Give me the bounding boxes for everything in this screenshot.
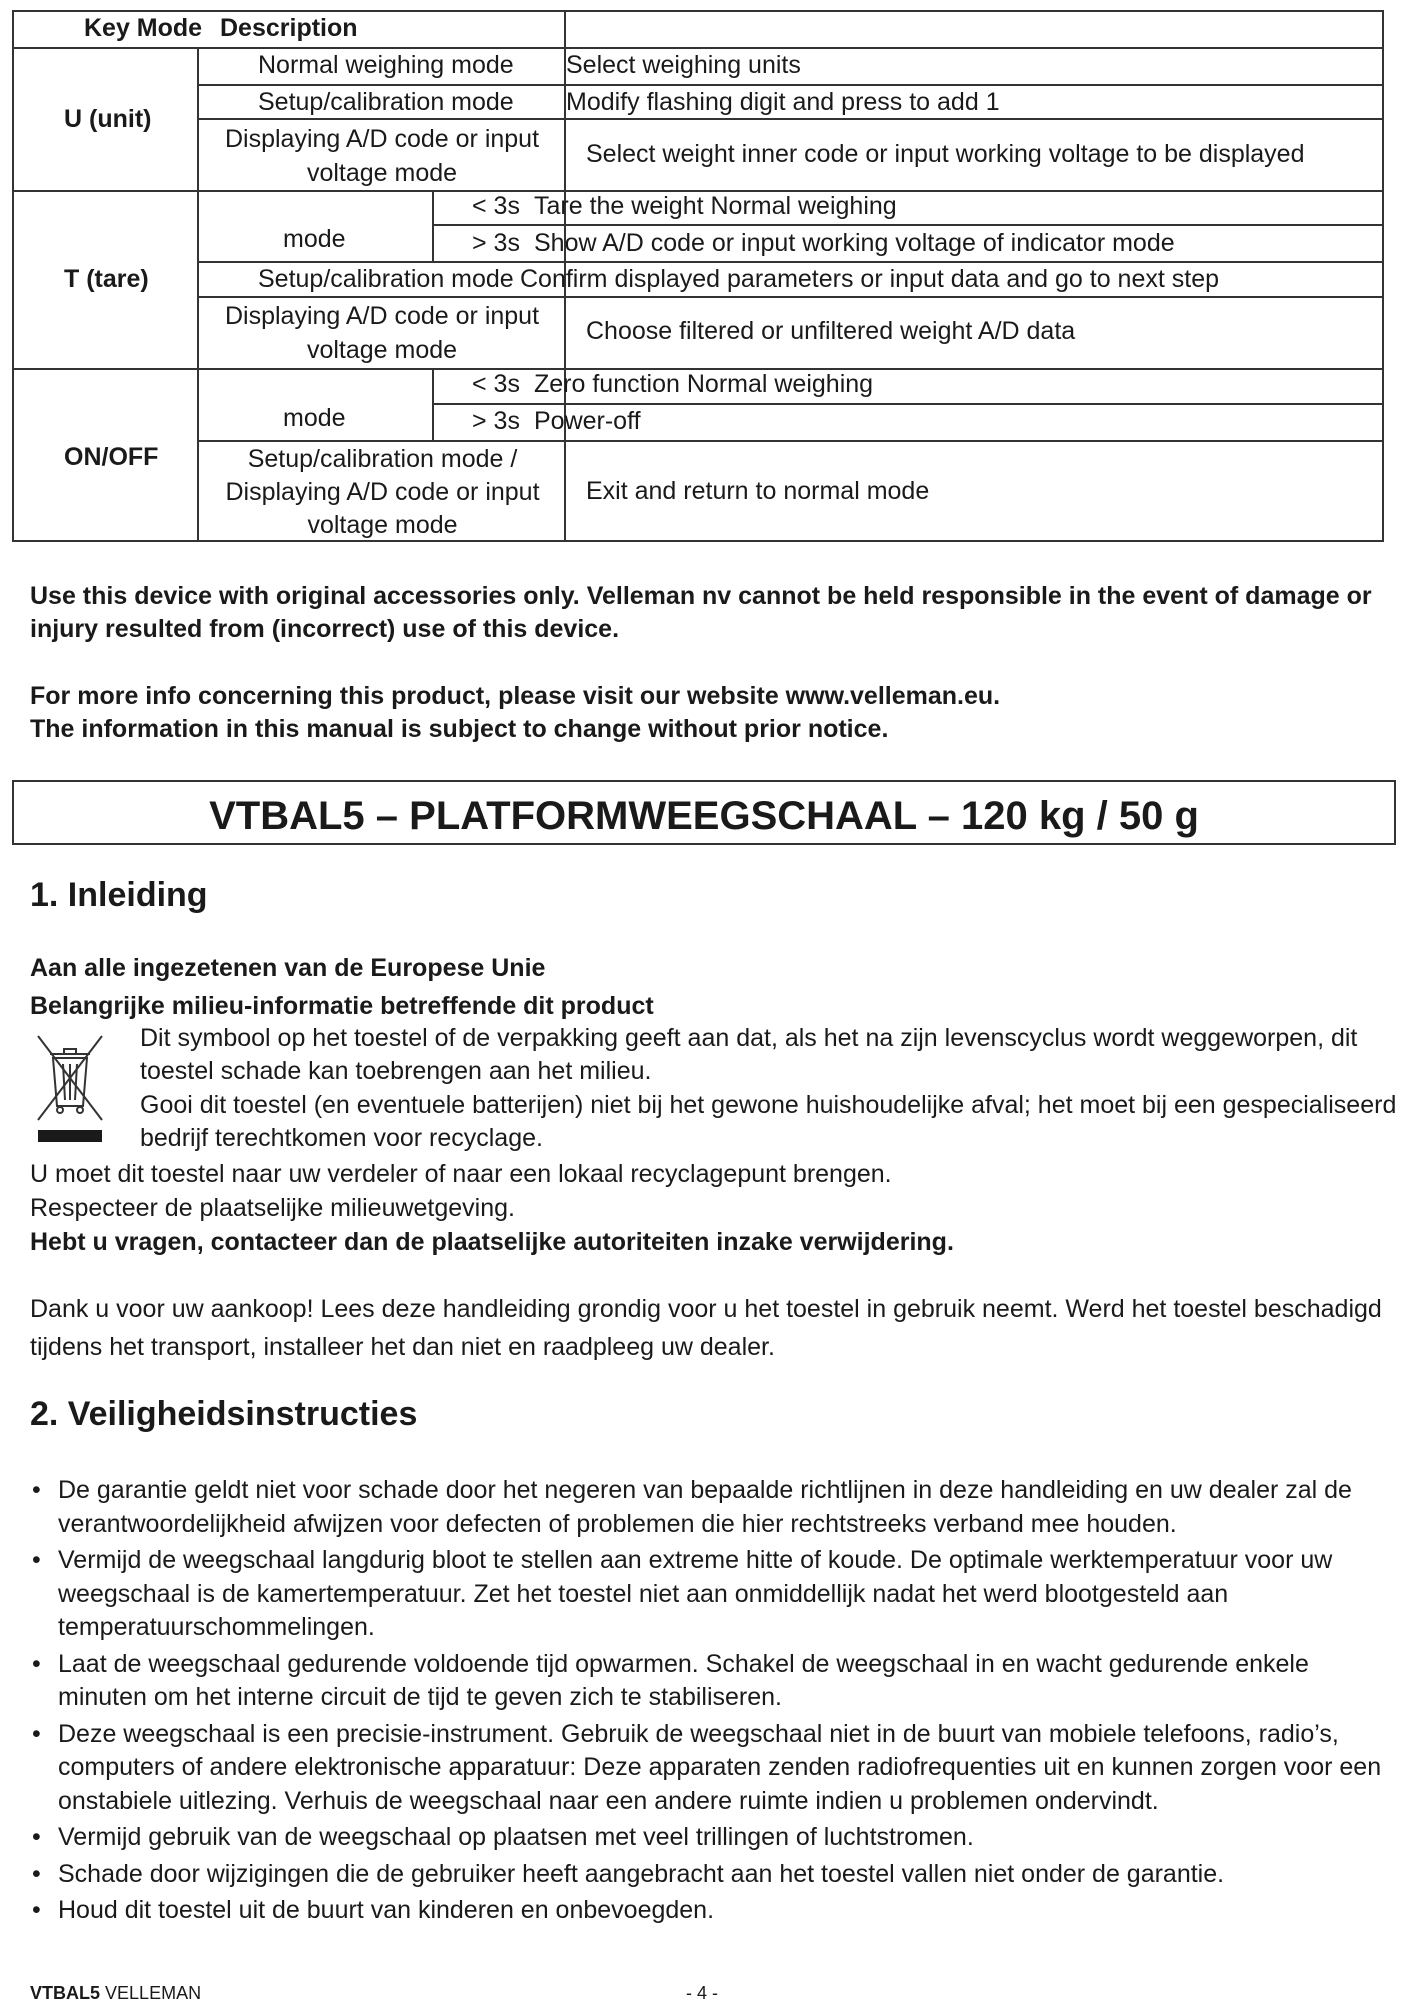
table-row-desc: Zero function Normal weighing: [534, 370, 874, 398]
table-row-desc: Exit and return to normal mode: [586, 477, 930, 505]
page-number: - 4 -: [686, 1983, 719, 2003]
info-line-2: The information in this manual is subject to change without prior notice.: [30, 715, 889, 743]
weee-text-2: toestel schade kan toebrengen aan het milieu.: [140, 1057, 652, 1085]
product-title: VTBAL5 – PLATFORMWEEGSCHAAL – 120 kg / 50 g: [209, 794, 1199, 838]
section-2-heading: 2. Veiligheidsinstructies: [30, 1395, 418, 1433]
list-item: • Vermijd gebruik van de weegschaal op plaatsen met veel trillingen of luchtstromen.: [32, 1823, 974, 1851]
footer: [30, 1982, 201, 2004]
table-row-mode: Setup/calibration mode: [258, 265, 514, 293]
product-title-box: [12, 780, 1396, 845]
notice-line-1: Use this device with original accessories only. Velleman nv cannot be held responsible in the event of damage or: [30, 582, 1372, 610]
table-row-mode: Setup/calibration mode: [258, 88, 514, 116]
table-row-desc: Select weighing units: [566, 51, 801, 79]
weee-text-1: Dit symbool op het toestel of de verpakking geeft aan dat, als het na zijn levenscyclus wordt weggeworpen, dit: [140, 1024, 1358, 1052]
table-row-desc: Tare the weight Normal weighing: [534, 192, 897, 220]
info-line-1: For more info concerning this product, please visit our website www.velleman.eu.: [30, 682, 1001, 710]
table-header-description: Description: [220, 14, 358, 42]
table-row-mode: Setup/calibration mode / Displaying A/D code or input voltage mode: [225, 445, 540, 539]
weee-text-3: Gooi dit toestel (en eventuele batterijen) niet bij het gewone huishoudelijke afval; het moet bij een gespecialiseerd: [140, 1091, 1397, 1119]
table-row-time: < 3s: [472, 370, 520, 398]
thanks-text-2: tijdens het transport, installeer het dan niet en raadpleeg uw dealer.: [30, 1333, 775, 1361]
table-row-mode: mode: [283, 404, 346, 432]
recycle-text: U moet dit toestel naar uw verdeler of naar een lokaal recyclagepunt brengen.: [30, 1160, 892, 1188]
table-row-time: > 3s: [472, 229, 520, 257]
eu-subheading: Aan alle ingezetenen van de Europese Unie: [30, 954, 546, 982]
table-row-mode: Displaying A/D code or input voltage mode: [224, 125, 540, 187]
table-row-mode: Normal weighing mode: [258, 51, 514, 79]
table-row-desc: Power-off: [534, 407, 641, 435]
weee-text-4: bedrijf terechtkomen voor recyclage.: [140, 1124, 543, 1152]
questions-text: Hebt u vragen, contacteer dan de plaatselijke autoriteiten inzake verwijdering.: [30, 1228, 954, 1256]
weee-bin-icon: [30, 1028, 110, 1148]
safety-instructions-list: [30, 1474, 1390, 1931]
environment-subheading: Belangrijke milieu-informatie betreffende dit product: [30, 992, 654, 1020]
list-item: • Laat de weegschaal gedurende voldoende tijd opwarmen. Schakel de weegschaal in en wacht gedurende enkele minuten om het interne circuit de tijd te geven zich te stabiliseren.: [32, 1649, 1309, 1711]
thanks-text-1: Dank u voor uw aankoop! Lees deze handleiding grondig voor u het toestel in gebruik neemt. Werd het toestel beschadigd: [30, 1295, 1382, 1323]
table-row-desc: Confirm displayed parameters or input data and go to next step: [520, 265, 1220, 293]
key-mode-table: [0, 0, 1407, 545]
list-item: • Deze weegschaal is een precisie-instrument. Gebruik de weegschaal niet in de buurt van mobiele telefoons, radio’s, computers of andere elektronische apparatuur: Deze apparaten zenden radiofrequenties uit en kunnen zorgen voor een onstabiele uitlezing. Verhuis de weegschaal naar een andere ruimte indien u problemen ondervindt.: [32, 1719, 1382, 1815]
respect-text: Respecteer de plaatselijke milieuwetgeving.: [30, 1194, 515, 1222]
key-on-off: ON/OFF: [64, 443, 159, 471]
table-row-mode: mode: [283, 225, 346, 253]
list-item: • Vermijd de weegschaal langdurig bloot te stellen aan extreme hitte of koude. De optimale werktemperatuur voor uw weegschaal is de kamertemperatuur. Zet het toestel niet aan onmiddellijk nadat het werd blootgesteld aan temperatuurschommelingen.: [32, 1546, 1333, 1641]
table-row-desc: Modify flashing digit and press to add 1: [566, 88, 1000, 116]
footer-brand: VELLEMAN: [105, 1983, 202, 2003]
list-item: • De garantie geldt niet voor schade door het negeren van bepaalde richtlijnen in deze handleiding en uw dealer zal de verantwoordelijkheid afwijzen voor defecten of problemen die hier rechtstreeks verband mee houden.: [32, 1476, 1352, 1538]
section-1-heading: 1. Inleiding: [30, 876, 208, 914]
notice-line-2: injury resulted from (incorrect) use of this device.: [30, 615, 620, 643]
key-u-unit: U (unit): [64, 105, 152, 133]
table-row-time: > 3s: [472, 407, 520, 435]
key-t-tare: T (tare): [64, 265, 149, 293]
table-row-mode: Displaying A/D code or input voltage mode: [224, 302, 540, 364]
table-row-desc: Select weight inner code or input working voltage to be displayed: [586, 140, 1305, 168]
table-row-desc: Choose filtered or unfiltered weight A/D data: [586, 317, 1076, 345]
table-header-key-mode: Key Mode: [84, 14, 203, 42]
table-row-desc: Show A/D code or input working voltage of indicator mode: [534, 229, 1175, 257]
list-item: • Schade door wijzigingen die de gebruiker heeft aangebracht aan het toestel vallen niet onder de garantie.: [32, 1859, 1225, 1888]
list-item: • Houd dit toestel uit de buurt van kinderen en onbevoegden.: [32, 1896, 715, 1924]
table-row-time: < 3s: [472, 192, 520, 220]
footer-model: VTBAL5: [30, 1983, 101, 2003]
